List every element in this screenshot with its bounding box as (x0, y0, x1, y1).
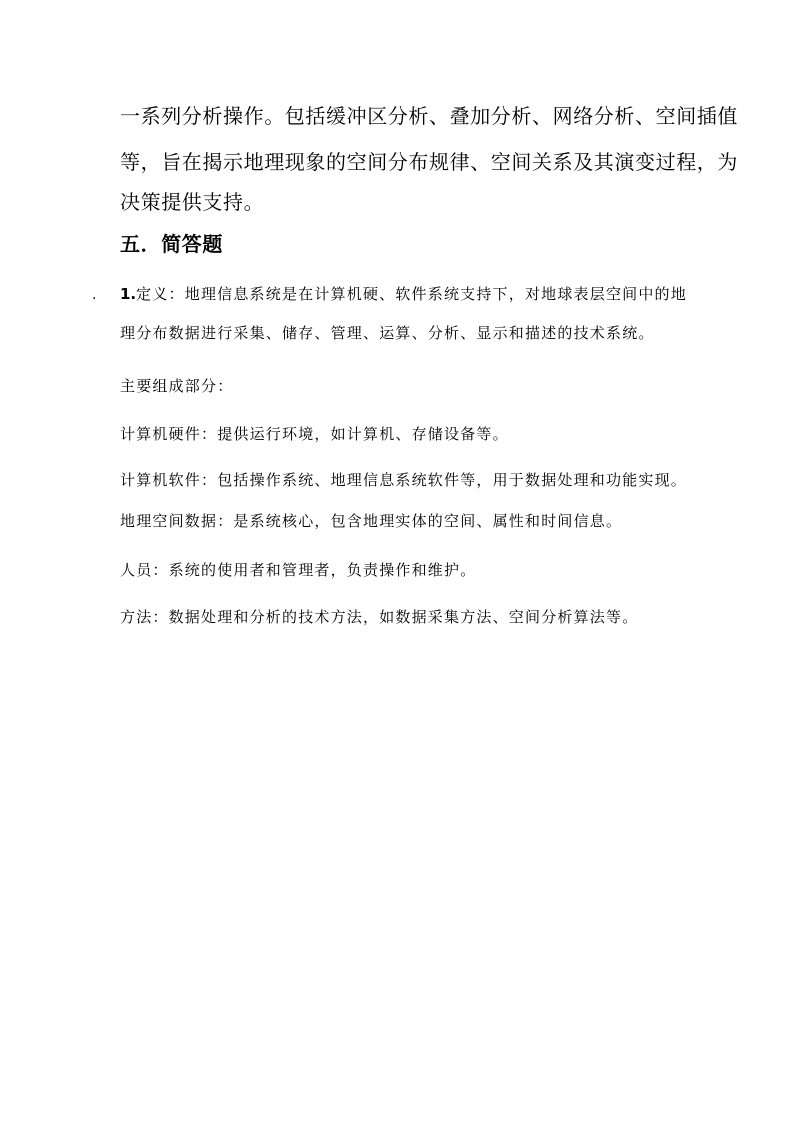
component-personnel: 人员：系统的使用者和管理者，负责操作和维护。 (120, 561, 477, 579)
intro-paragraph-line-2: 等，旨在揭示地理现象的空间分布规律、空间关系及其演变过程，为 (120, 150, 738, 174)
intro-paragraph-line-3: 决策提供支持。 (120, 190, 265, 214)
definition-line-1 (120, 283, 687, 305)
definition-line-2: 理分布数据进行采集、储存、管理、运算、分析、显示和描述的技术系统。 (120, 324, 655, 342)
question-number: 1. (120, 285, 137, 303)
definition-text: 定义：地理信息系统是在计算机硬、软件系统支持下，对地球表层空间中的地 (136, 285, 687, 303)
component-software: 计算机软件：包括操作系统、地理信息系统软件等，用于数据处理和功能实现。 (120, 471, 688, 489)
components-title: 主要组成部分： (120, 377, 234, 395)
intro-paragraph-line-1: 一系列分析操作。包括缓冲区分析、叠加分析、网络分析、空间插值 (120, 104, 738, 128)
section-heading: 五．简答题 (120, 232, 223, 256)
component-hardware: 计算机硬件：提供运行环境，如计算机、存储设备等。 (120, 425, 509, 443)
component-methods: 方法：数据处理和分析的技术方法，如数据采集方法、空间分析算法等。 (120, 608, 639, 626)
list-bullet: . (92, 287, 97, 303)
component-spatial-data: 地理空间数据：是系统核心，包含地理实体的空间、属性和时间信息。 (120, 512, 623, 530)
